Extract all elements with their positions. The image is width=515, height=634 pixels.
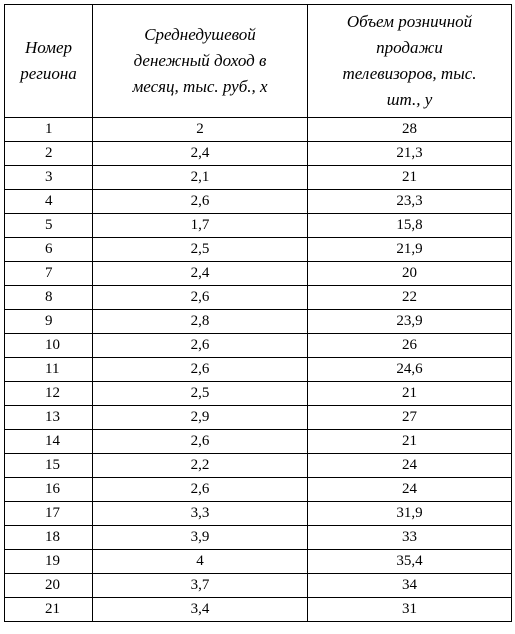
cell-income-x: 2,6 bbox=[93, 358, 308, 382]
table-row bbox=[5, 550, 512, 574]
cell-region-number: 21 bbox=[5, 598, 93, 622]
table-row bbox=[5, 286, 512, 310]
cell-income-x: 2,2 bbox=[93, 454, 308, 478]
cell-tv-sales-y: 24 bbox=[308, 454, 512, 478]
cell-region-number: 11 bbox=[5, 358, 93, 382]
cell-income-x: 3,7 bbox=[93, 574, 308, 598]
table-row bbox=[5, 502, 512, 526]
cell-region-number: 13 bbox=[5, 406, 93, 430]
table-row bbox=[5, 334, 512, 358]
cell-income-x: 2 bbox=[93, 118, 308, 142]
cell-region-number: 10 bbox=[5, 334, 93, 358]
table-row bbox=[5, 262, 512, 286]
table-row bbox=[5, 214, 512, 238]
cell-region-number: 8 bbox=[5, 286, 93, 310]
table-row bbox=[5, 598, 512, 622]
table-row bbox=[5, 118, 512, 142]
table-row bbox=[5, 406, 512, 430]
table-row bbox=[5, 358, 512, 382]
cell-tv-sales-y: 26 bbox=[308, 334, 512, 358]
cell-tv-sales-y: 21 bbox=[308, 382, 512, 406]
cell-tv-sales-y: 34 bbox=[308, 574, 512, 598]
table-row bbox=[5, 310, 512, 334]
header-tv-sales-y: Объем розничной продажи телевизоров, тыс. шт., y bbox=[308, 5, 512, 118]
cell-income-x: 3,4 bbox=[93, 598, 308, 622]
cell-region-number: 14 bbox=[5, 430, 93, 454]
cell-region-number: 16 bbox=[5, 478, 93, 502]
cell-tv-sales-y: 23,3 bbox=[308, 190, 512, 214]
cell-income-x: 2,4 bbox=[93, 262, 308, 286]
cell-income-x: 2,6 bbox=[93, 190, 308, 214]
cell-income-x: 2,6 bbox=[93, 478, 308, 502]
cell-income-x: 2,9 bbox=[93, 406, 308, 430]
cell-region-number: 17 bbox=[5, 502, 93, 526]
table-row bbox=[5, 142, 512, 166]
cell-tv-sales-y: 21 bbox=[308, 430, 512, 454]
cell-income-x: 3,3 bbox=[93, 502, 308, 526]
cell-region-number: 1 bbox=[5, 118, 93, 142]
cell-income-x: 2,5 bbox=[93, 238, 308, 262]
cell-region-number: 19 bbox=[5, 550, 93, 574]
cell-tv-sales-y: 27 bbox=[308, 406, 512, 430]
table-header bbox=[5, 5, 512, 118]
header-region-number: Номер региона bbox=[5, 5, 93, 118]
cell-tv-sales-y: 21,9 bbox=[308, 238, 512, 262]
cell-income-x: 4 bbox=[93, 550, 308, 574]
table-row bbox=[5, 382, 512, 406]
table-row bbox=[5, 526, 512, 550]
cell-income-x: 2,8 bbox=[93, 310, 308, 334]
cell-tv-sales-y: 23,9 bbox=[308, 310, 512, 334]
cell-region-number: 6 bbox=[5, 238, 93, 262]
cell-tv-sales-y: 21 bbox=[308, 166, 512, 190]
cell-region-number: 15 bbox=[5, 454, 93, 478]
table-row bbox=[5, 478, 512, 502]
cell-tv-sales-y: 15,8 bbox=[308, 214, 512, 238]
table-body bbox=[5, 118, 512, 622]
cell-income-x: 2,6 bbox=[93, 430, 308, 454]
table-row bbox=[5, 574, 512, 598]
cell-region-number: 5 bbox=[5, 214, 93, 238]
cell-region-number: 20 bbox=[5, 574, 93, 598]
cell-income-x: 1,7 bbox=[93, 214, 308, 238]
header-income-x: Среднедушевой денежный доход в месяц, тыс. руб., x bbox=[93, 5, 308, 118]
cell-region-number: 18 bbox=[5, 526, 93, 550]
cell-region-number: 12 bbox=[5, 382, 93, 406]
cell-income-x: 2,1 bbox=[93, 166, 308, 190]
cell-tv-sales-y: 21,3 bbox=[308, 142, 512, 166]
cell-income-x: 3,9 bbox=[93, 526, 308, 550]
table-row bbox=[5, 430, 512, 454]
cell-tv-sales-y: 24,6 bbox=[308, 358, 512, 382]
cell-tv-sales-y: 22 bbox=[308, 286, 512, 310]
table-row bbox=[5, 190, 512, 214]
table-row bbox=[5, 454, 512, 478]
cell-region-number: 7 bbox=[5, 262, 93, 286]
header-row bbox=[5, 5, 512, 118]
cell-tv-sales-y: 31,9 bbox=[308, 502, 512, 526]
cell-tv-sales-y: 31 bbox=[308, 598, 512, 622]
cell-income-x: 2,4 bbox=[93, 142, 308, 166]
cell-region-number: 2 bbox=[5, 142, 93, 166]
cell-region-number: 3 bbox=[5, 166, 93, 190]
cell-tv-sales-y: 28 bbox=[308, 118, 512, 142]
cell-region-number: 4 bbox=[5, 190, 93, 214]
cell-income-x: 2,6 bbox=[93, 334, 308, 358]
table-row bbox=[5, 238, 512, 262]
cell-income-x: 2,6 bbox=[93, 286, 308, 310]
cell-income-x: 2,5 bbox=[93, 382, 308, 406]
table-row bbox=[5, 166, 512, 190]
cell-tv-sales-y: 24 bbox=[308, 478, 512, 502]
data-table bbox=[4, 4, 512, 622]
cell-tv-sales-y: 20 bbox=[308, 262, 512, 286]
cell-tv-sales-y: 35,4 bbox=[308, 550, 512, 574]
cell-region-number: 9 bbox=[5, 310, 93, 334]
cell-tv-sales-y: 33 bbox=[308, 526, 512, 550]
